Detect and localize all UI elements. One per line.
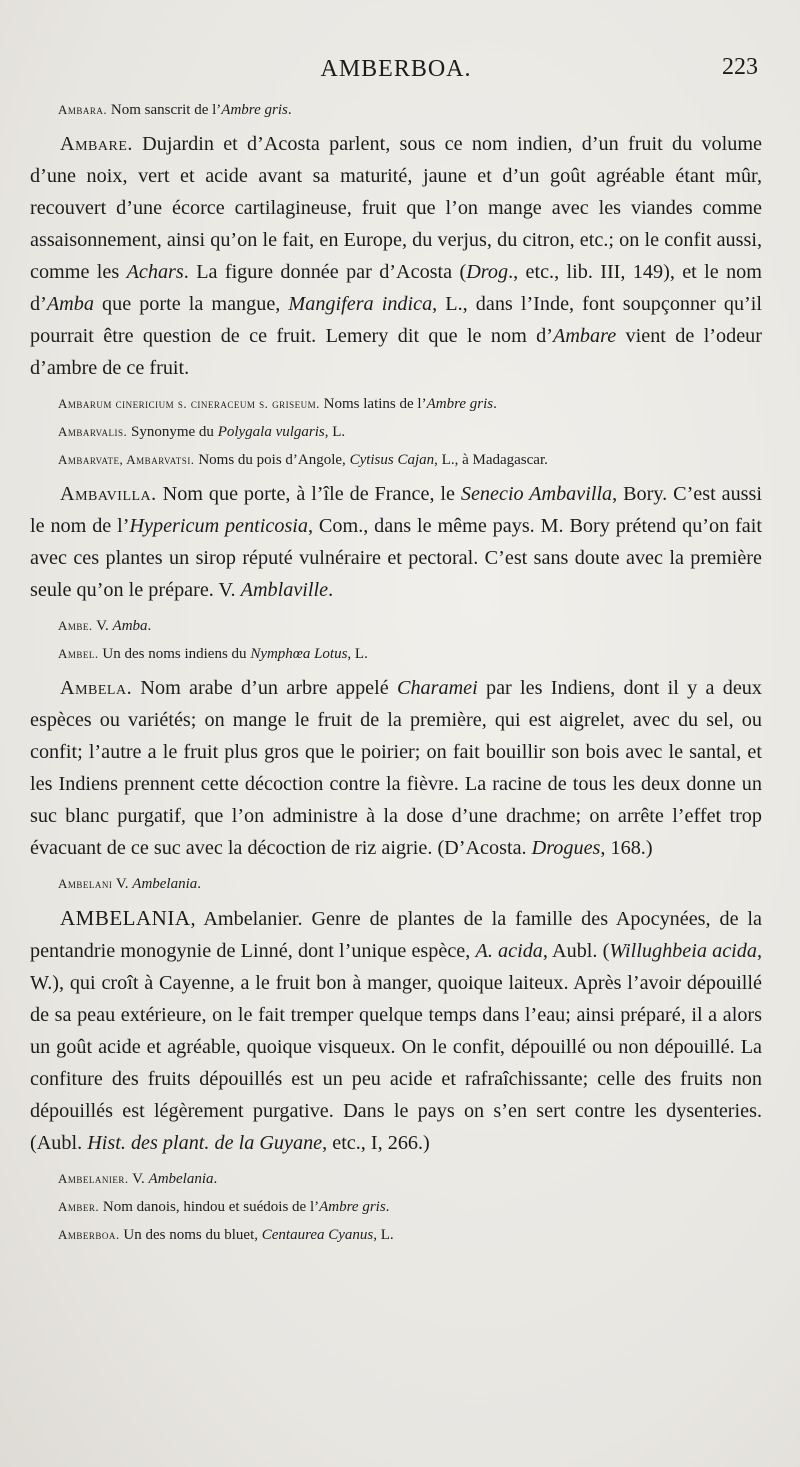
dictionary-entry <box>30 478 762 606</box>
short-entry <box>30 640 762 668</box>
italic-term: Drog <box>466 261 509 283</box>
short-entry <box>30 870 762 898</box>
italic-term: Hypericum penticosia <box>129 515 309 537</box>
entry-text: Nom danois, hindou et suédois de l’ <box>99 1199 320 1215</box>
entry-text: . La figure donnée par d’Acosta ( <box>183 261 467 283</box>
entry-text: , L., à Madagascar. <box>434 452 548 468</box>
page-number: 223 <box>722 54 758 80</box>
entry-text: , 168.) <box>600 837 653 859</box>
entry-text: V. <box>112 876 133 892</box>
short-entry <box>30 1193 762 1221</box>
entry-text: vient de l’odeur d’ambre de ce fruit. <box>30 325 762 379</box>
entry-text: Noms latins de l’ <box>319 396 427 412</box>
italic-term: Nymphœa Lotus <box>250 646 348 662</box>
dictionary-entry <box>30 902 762 1159</box>
italic-term: Mangifera indica <box>288 293 433 315</box>
entry-headword: Ambela. <box>60 677 133 699</box>
italic-term: Amba <box>46 293 94 315</box>
entry-headword: Ambarum cinericium s. cineraceum s. griseum. <box>58 396 320 411</box>
short-entry <box>30 1221 762 1249</box>
entry-text: . <box>147 618 152 634</box>
entry-text: , L., dans l’Inde, font soupçonner qu’il pourrait être question de ce fruit. Lemery dit que le nom d’ <box>30 293 762 347</box>
entry-text: Nom sanscrit de l’ <box>107 102 222 118</box>
entry-headword: Ambara. <box>58 102 108 117</box>
entry-text: Un des noms indiens du <box>98 646 251 662</box>
italic-term: Charamei <box>396 677 478 699</box>
entry-text: V. <box>92 618 113 634</box>
entry-headword: Ambelanier. <box>58 1171 129 1186</box>
italic-term: Achars <box>126 261 184 283</box>
short-entry <box>30 390 762 418</box>
italic-term: Centaurea Cyanus <box>261 1227 374 1243</box>
entry-headword: Ambelani <box>58 876 113 891</box>
entry-text: Nom arabe d’un arbre appelé <box>132 677 397 699</box>
italic-term: Ambelania <box>132 876 198 892</box>
italic-term: Hist. des plant. de la Guyane <box>87 1132 323 1154</box>
short-entry <box>30 446 762 474</box>
entry-text: . <box>493 396 497 412</box>
italic-term: Ambre gris <box>319 1199 386 1215</box>
entry-text: , L. <box>373 1227 394 1243</box>
italic-term: Willughbeia acida <box>609 940 757 962</box>
entry-text: , W.), qui croît à Cayenne, a le fruit bon à manger, quoique laiteux. Après l’avoir dépouillé de sa peau extérieure, on le fait tremper quelque temps dans l’eau; ainsi préparé, il a alors un goût acide et agréable, quoique visqueux. On le confit, dépouillé ou non dépouillé. La confiture des fruits dépouillés est un peu acide et rafraîchissante; celle des fruits non dépouillés est légèrement purgative. Dans le pays on s’en sert contre les dysenteries. (Aubl. <box>30 940 763 1154</box>
entry-headword: Ambare. <box>60 133 133 155</box>
running-head <box>30 52 762 96</box>
italic-term: Ambelania <box>148 1171 214 1187</box>
entry-text: Un des noms du bluet, <box>119 1227 262 1243</box>
entry-text: Noms du pois d’Angole, <box>194 452 350 468</box>
entry-text: V. <box>128 1171 149 1187</box>
entry-text: . <box>328 579 334 601</box>
entry-text: , L. <box>324 424 346 440</box>
italic-term: A. acida <box>475 940 543 962</box>
entry-headword: Ambarvate, Ambarvatsi. <box>58 452 195 467</box>
entry-headword: Amberboa. <box>58 1227 120 1242</box>
short-entry <box>30 418 762 446</box>
running-title: AMBERBOA. <box>320 56 472 82</box>
entry-text: Synonyme du <box>127 424 218 440</box>
italic-term: Senecio Ambavilla <box>460 483 613 505</box>
entry-text: ., etc., lib. III, 149), et le nom d’ <box>30 261 762 315</box>
short-entry <box>30 1165 762 1193</box>
entry-headword: AMBELANIA <box>60 906 191 930</box>
entry-text: que porte la mangue, <box>93 293 289 315</box>
italic-term: Ambare <box>552 325 617 347</box>
entry-headword: Ambarvalis. <box>58 424 128 439</box>
entry-text: , etc., I, 266.) <box>322 1132 430 1154</box>
entry-headword: Amber. <box>58 1199 100 1214</box>
dictionary-entry <box>30 672 762 864</box>
entry-text: , Com., dans le même pays. M. Bory prétend qu’on fait avec ces plantes un sirop réputé vulnéraire et pectoral. C’est sans doute avec la première seule qu’on le prépare. V. <box>30 515 762 601</box>
entries-column <box>30 96 762 1249</box>
entry-text: . <box>385 1199 390 1215</box>
italic-term: Ambre gris <box>221 102 288 118</box>
entry-text: , Ambelanier. Genre de plantes de la famille des Apocynées, de la pentandrie monogynie de Linné, dont l’unique espèce, <box>30 908 762 962</box>
entry-headword: Ambavilla. <box>60 483 157 505</box>
entry-text: . <box>197 876 202 892</box>
dictionary-entry <box>30 128 762 384</box>
italic-term: Ambre gris <box>426 396 494 412</box>
entry-text: , Bory. C’est aussi le nom de l’ <box>30 483 762 537</box>
entry-text: par les Indiens, dont il y a deux espèces ou variétés; on mange le fruit de la première, qui est aigrelet, avec du sel, ou confit; l’autre a le fruit plus gros que le poirier; on fait bouillir son bois avec le santal, et les Indiens prennent cette décoction contre la fièvre. La racine de tous les deux donne un suc blanc purgatif, que l’on administre à la dose d’une drachme; on arrête l’effet trop évacuant de ce suc avec la décoction de riz aigrie. (D’Acosta. <box>30 677 762 859</box>
entry-text: . <box>287 102 292 118</box>
entry-text: , L. <box>347 646 368 662</box>
short-entry <box>30 96 762 124</box>
italic-term: Amblaville <box>240 579 329 601</box>
entry-text: , Aubl. ( <box>542 940 610 962</box>
entry-text: Dujardin et d’Acosta parlent, sous ce nom indien, d’un fruit du volume d’une noix, vert et acide avant sa maturité, jaune et d’un goût agréable étant mûr, recouvert d’une écorce cartilagineuse, fruit que l’on mange avec les viandes comme assaisonnement, ainsi qu’on le fait, en Europe, du verjus, du citron, etc.; on le confit aussi, comme les <box>30 133 762 283</box>
italic-term: Drogues <box>531 837 601 859</box>
italic-term: Polygala vulgaris <box>217 424 325 440</box>
italic-term: Amba <box>112 618 148 634</box>
entry-headword: Ambel. <box>58 646 99 661</box>
entry-text: Nom que porte, à l’île de France, le <box>156 483 461 505</box>
short-entry <box>30 612 762 640</box>
entry-text: . <box>213 1171 218 1187</box>
entry-headword: Ambe. <box>58 618 93 633</box>
italic-term: Cytisus Cajan <box>349 452 435 468</box>
